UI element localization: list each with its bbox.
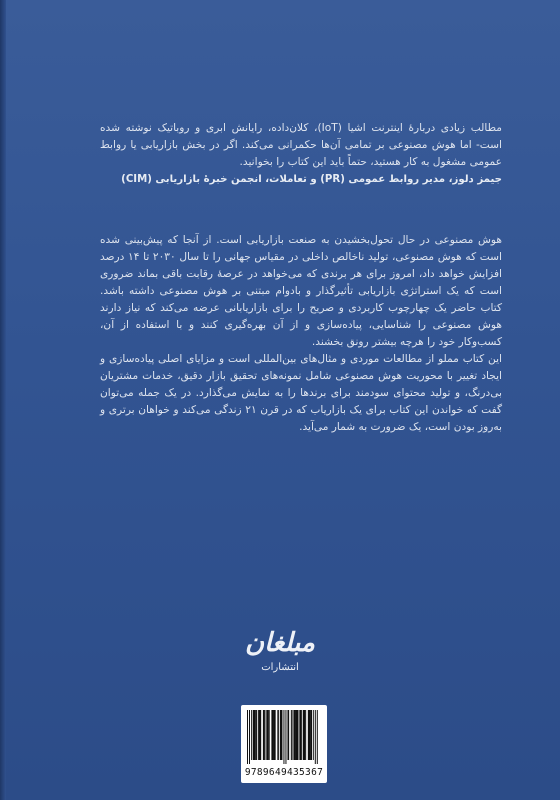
description-paragraph-1: هوش مصنوعی در حال تحول‌بخشیدن به صنعت بازاریابی است. از آنجا که پیش‌بینی شده است که هوش مصنوعی، تولید ناخالص داخلی در مقیاس جهانی را تا سال ۲۰۳۰ تا ۱۴ درصد افزایش خواهد داد، امروز برای هر برندی که می‌خواهد در عرصهٔ رقابت باقی بماند ضروری است که یک استراتژی بازاریابی تأثیرگذار و بادوام مبتنی بر هوش مصنوعی داشته باشد. کتاب حاضر یک چهارچوب کاربردی و صریح را برای بازاریابانی عرضه می‌کند که نیاز دارند هوش مصنوعی را شناسایی، پیاده‌سازی و از آن بهره‌گیری کنند و با استفاده از آن، کسب‌وکار خود را هرچه بیشتر رونق بخشند. [100,234,502,348]
isbn-number: 9789649435367 [244,767,324,778]
publisher-logo-subtitle: انتشارات [261,662,299,673]
quote-text: مطالب زیادی دربارهٔ اینترنت اشیا (IoT)، کلان‌داده، رایانش ابری و روباتیک نوشته شده است- اما هوش مصنوعی بر تمامی آن‌ها حکمرانی می‌کند. اگر در بخش بازاریابی یا روابط عمومی مشغول به کار هستید، حتماً باید این کتاب را بخوانید. [100,122,502,168]
book-description [100,232,502,436]
description-paragraph-2: این کتاب مملو از مطالعات موردی و مثال‌های بین‌المللی است و مزایای اصلی پیاده‌سازی و ایجاد تغییر با محوریت هوش مصنوعی شامل نمونه‌های تحقیق بازار دقیق، خدمات مشتریان بی‌درنگ، و تولید محتوای سودمند برای برندها را به نمایش می‌گذارد. در یک جمله می‌توان گفت که خواندن این کتاب برای یک بازاریاب که در قرن ۲۱ زندگی می‌کند و خواهان برتری و به‌روز بودن است، یک ضرورت به شمار می‌آید. [100,353,502,433]
quote-attribution: جیمز دلوز، مدیر روابط عمومی (PR) و تعاملات، انجمن خبرهٔ بازاریابی (CIM) [121,174,502,185]
publisher-logo [220,610,340,690]
publisher-logo-name: مبلغان [245,628,315,658]
barcode-bars-icon [246,710,322,764]
endorsement-quote [100,120,502,188]
isbn-barcode [241,705,327,783]
spine-shadow [0,0,6,800]
